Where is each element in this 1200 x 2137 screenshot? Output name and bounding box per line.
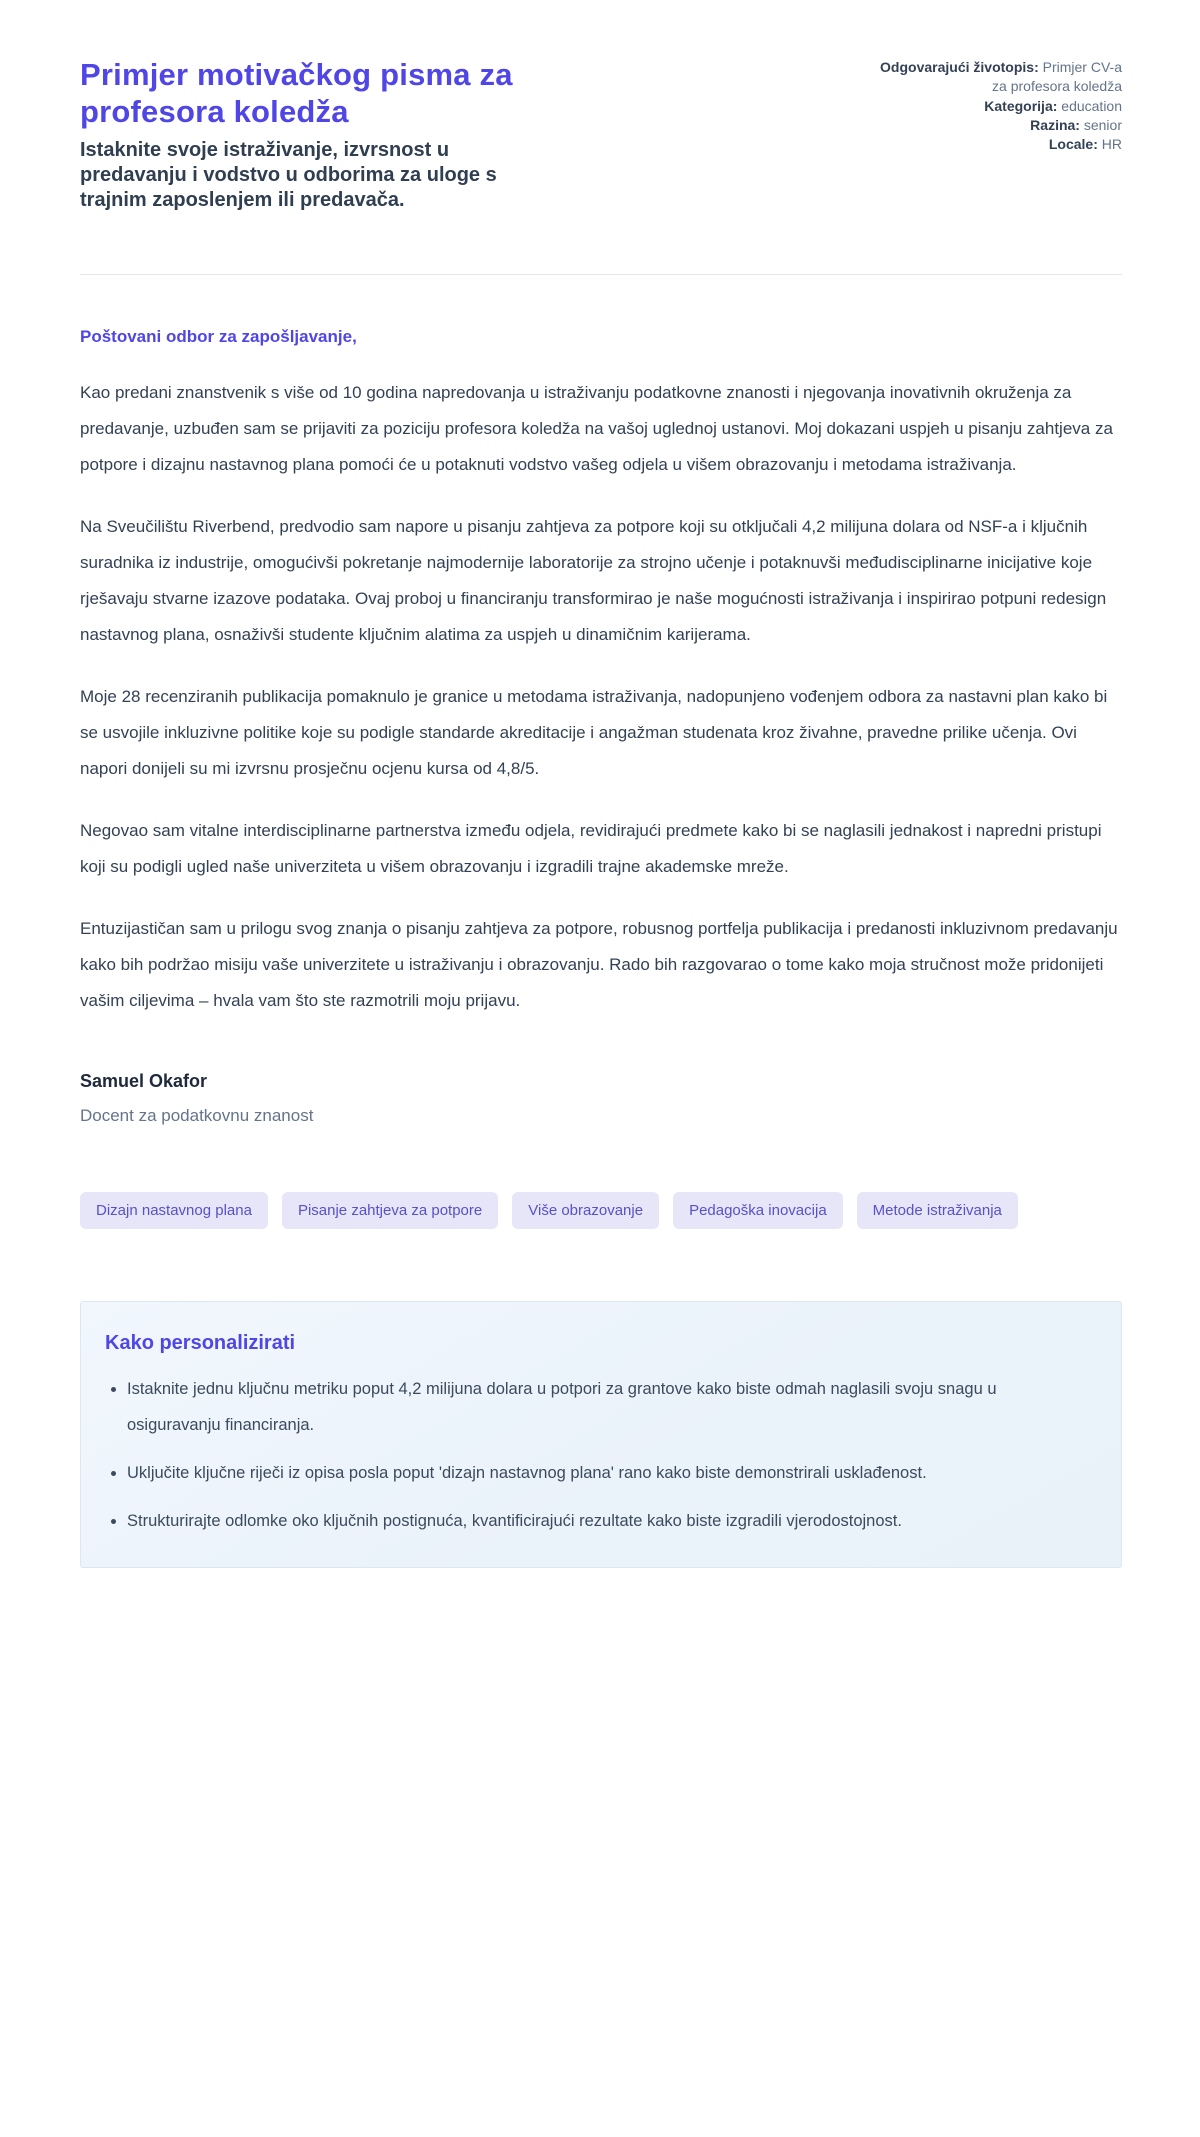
meta-row <box>877 135 1122 154</box>
meta-label: Locale: <box>1048 136 1098 153</box>
meta-panel <box>877 56 1122 155</box>
header-divider <box>80 274 1122 275</box>
page-header <box>80 56 1122 212</box>
tag-chip[interactable]: Više obrazovanje <box>512 1192 659 1229</box>
letter-paragraph: Entuzijastičan sam u prilogu svog znanja o pisanju zahtjeva za potpore, robusnog portfelja publikacija i predanosti inkluzivnom predavanju kako bih podržao misiju vaše univerzitete u istraživanju i obrazovanju. Rado bih razgovarao o tome kako moja stručnost može pridonijeti vašim ciljevima – hvala vam što ste razmotrili moju prijavu. <box>80 919 1118 1011</box>
tag-chip[interactable]: Pisanje zahtjeva za potpore <box>282 1192 498 1229</box>
meta-row <box>877 58 1122 97</box>
header-title-block <box>80 56 660 212</box>
signature-name: Samuel Okafor <box>80 1071 208 1092</box>
tips-box <box>80 1301 1122 1568</box>
tag-list <box>80 1192 1122 1229</box>
meta-value: senior <box>1083 116 1122 133</box>
meta-row <box>877 97 1122 116</box>
tips-title: Kako personalizirati <box>105 1332 296 1355</box>
tip-item: • Uključite ključne riječi iz opisa posla poput 'dizajn nastavnog plana' rano kako biste demonstrirali usklađenost. <box>127 1455 1087 1491</box>
tag-chip[interactable]: Pedagoška inovacija <box>673 1192 843 1229</box>
meta-label: Razina: <box>1030 116 1080 133</box>
meta-value: Primjer CV-a za profesora koledža <box>992 59 1122 95</box>
tip-item: • Istaknite jednu ključnu metriku poput 4,2 milijuna dolara u potpori za grantove kako biste odmah naglasili svoju snagu u osiguravanju financiranja. <box>127 1371 1087 1443</box>
page-subtitle: Istaknite svoje istraživanje, izvrsnost u predavanju i vodstvo u odborima za uloge s trajnim zaposlenjem ili predavača. <box>80 139 497 211</box>
tip-item: • Strukturirajte odlomke oko ključnih postignuća, kvantificirajući rezultate kako biste izgradili vjerodostojnost. <box>127 1503 1087 1539</box>
letter-paragraphs <box>80 375 1122 1019</box>
letter-paragraph: Kao predani znanstvenik s više od 10 godina napredovanja u istraživanju podatkovne znanosti i njegovanja inovativnih okruženja za predavanje, uzbuđen sam se prijaviti za poziciju profesora koledža na vašoj uglednoj ustanovi. Moj dokazani uspjeh u pisanju zahtjeva za potpore i dizajnu nastavnog plana pomoći će u potaknuti vodstvo vašeg odjela u višem obrazovanju i metodama istraživanja. <box>80 383 1113 475</box>
letter-greeting: Poštovani odbor za zapošljavanje, <box>80 327 357 347</box>
letter-body <box>80 319 1122 1126</box>
meta-label: Odgovarajući životopis: <box>880 59 1039 75</box>
letter-paragraph: Moje 28 recenziranih publikacija pomaknulo je granice u metodama istraživanja, nadopunjeno vođenjem odbora za nastavni plan kako bi se usvojile inkluzivne politike koje su podigle standarde akreditacije i angažman studenata kroz živahne, pravedne prilike učenja. Ovi napori donijeli su mi izvrsnu prosječnu ocjenu kursa od 4,8/5. <box>80 687 1108 779</box>
meta-label: Kategorija: <box>984 97 1058 114</box>
signature-block <box>80 1071 1122 1126</box>
meta-value: education <box>1061 97 1122 114</box>
meta-value: HR <box>1101 136 1122 153</box>
tips-list <box>105 1371 1095 1539</box>
page-title: Primjer motivačkog pisma za profesora koledža <box>80 57 513 130</box>
signature-role: Docent za podatkovnu znanost <box>80 1106 314 1126</box>
meta-row <box>877 116 1122 135</box>
letter-paragraph: Negovao sam vitalne interdisciplinarne partnerstva između odjela, revidirajući predmete kako bi se naglasili jednakost i napredni pristupi koji su podigli ugled naše univerziteta u višem obrazovanju i izgradili trajne akademske mreže. <box>80 821 1102 877</box>
tag-chip[interactable]: Dizajn nastavnog plana <box>80 1192 268 1229</box>
tag-chip[interactable]: Metode istraživanja <box>857 1192 1018 1229</box>
letter-paragraph: Na Sveučilištu Riverbend, predvodio sam napore u pisanju zahtjeva za potpore koji su otključali 4,2 milijuna dolara od NSF-a i ključnih suradnika iz industrije, omogućivši pokretanje najmodernije laboratorije za strojno učenje i potaknuvši međudisciplinarne inicijative koje rješavaju stvarne izazove podataka. Ovaj proboj u financiranju transformirao je naše mogućnosti istraživanja i inspirirao potpuni redesign nastavnog plana, osnaživši studente ključnim alatima za uspjeh u dinamičnim karijerama. <box>80 517 1107 645</box>
